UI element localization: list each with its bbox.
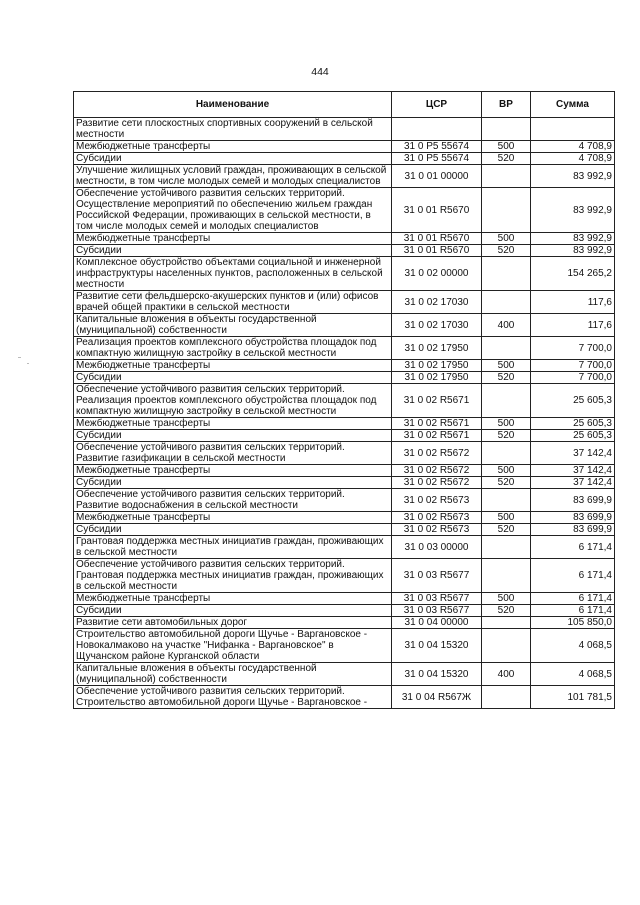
- row-sum: 6 171,4: [531, 536, 615, 559]
- row-name: Межбюджетные трансферты: [74, 593, 392, 605]
- row-vr: 500: [482, 418, 531, 430]
- row-sum: 117,6: [531, 314, 615, 337]
- row-csr: 31 0 02 R5671: [392, 384, 482, 418]
- scan-mark: [18, 357, 21, 358]
- table-row: [74, 605, 615, 617]
- row-name: Обеспечение устойчивого развития сельских территорий. Реализация проектов комплексного обустройства площадок под компактную жилищную застройку в сельской местности: [74, 384, 392, 418]
- row-sum: 4 068,5: [531, 663, 615, 686]
- table-row: [74, 629, 615, 663]
- row-vr: 500: [482, 512, 531, 524]
- row-vr: [482, 559, 531, 593]
- row-name: Улучшение жилищных условий граждан, проживающих в сельской местности, в том числе молодых семей и молодых специалистов: [74, 165, 392, 188]
- row-name: Капитальные вложения в объекты государственной (муниципальной) собственности: [74, 663, 392, 686]
- row-name: Развитие сети фельдшерско-акушерских пунктов и (или) офисов врачей общей практики в сельской местности: [74, 291, 392, 314]
- row-csr: 31 0 01 R5670: [392, 233, 482, 245]
- table-row: [74, 372, 615, 384]
- header-csr: ЦСР: [392, 92, 482, 118]
- row-sum: 7 700,0: [531, 337, 615, 360]
- row-csr: 31 0 02 R5672: [392, 465, 482, 477]
- row-sum: 6 171,4: [531, 605, 615, 617]
- row-vr: 520: [482, 524, 531, 536]
- row-csr: 31 0 04 15320: [392, 663, 482, 686]
- row-vr: 520: [482, 477, 531, 489]
- row-sum: 4 708,9: [531, 141, 615, 153]
- row-csr: 31 0 04 R567Ж: [392, 686, 482, 709]
- table-row: [74, 291, 615, 314]
- row-csr: 31 0 02 17030: [392, 314, 482, 337]
- row-vr: [482, 617, 531, 629]
- row-name: Обеспечение устойчивого развития сельских территорий. Развитие газификации в сельской местности: [74, 442, 392, 465]
- row-name: Субсидии: [74, 477, 392, 489]
- row-csr: 31 0 04 15320: [392, 629, 482, 663]
- row-name: Субсидии: [74, 372, 392, 384]
- row-sum: 105 850,0: [531, 617, 615, 629]
- header-name: Наименование: [74, 92, 392, 118]
- row-name: Обеспечение устойчивого развития сельских территорий. Осуществление мероприятий по обеспечению жильем граждан Российской Федерации, проживающих в сельской местности, в том числе молодых семей и молодых специалистов: [74, 188, 392, 233]
- row-vr: 500: [482, 593, 531, 605]
- row-name: Субсидии: [74, 430, 392, 442]
- row-vr: 520: [482, 153, 531, 165]
- row-name: Субсидии: [74, 245, 392, 257]
- row-sum: 83 699,9: [531, 489, 615, 512]
- table-row: [74, 477, 615, 489]
- row-sum: 37 142,4: [531, 465, 615, 477]
- table-row: [74, 360, 615, 372]
- row-vr: 500: [482, 465, 531, 477]
- table-row: [74, 165, 615, 188]
- row-vr: [482, 629, 531, 663]
- row-sum: 25 605,3: [531, 418, 615, 430]
- scan-mark: [27, 363, 29, 364]
- row-name: Капитальные вложения в объекты государственной (муниципальной) собственности: [74, 314, 392, 337]
- row-sum: 6 171,4: [531, 559, 615, 593]
- table-row: [74, 233, 615, 245]
- row-csr: 31 0 01 00000: [392, 165, 482, 188]
- table-row: [74, 384, 615, 418]
- row-sum: 7 700,0: [531, 372, 615, 384]
- row-vr: 520: [482, 372, 531, 384]
- row-name: Межбюджетные трансферты: [74, 233, 392, 245]
- table-row: [74, 617, 615, 629]
- row-csr: 31 0 03 R5677: [392, 605, 482, 617]
- row-csr: 31 0 02 00000: [392, 257, 482, 291]
- row-name: Межбюджетные трансферты: [74, 360, 392, 372]
- row-csr: 31 0 P5 55674: [392, 141, 482, 153]
- row-vr: 500: [482, 360, 531, 372]
- row-vr: 400: [482, 314, 531, 337]
- row-name: Обеспечение устойчивого развития сельских территорий. Строительство автомобильной дороги Щучье - Варгановское -: [74, 686, 392, 709]
- table-row: [74, 314, 615, 337]
- row-csr: 31 0 03 00000: [392, 536, 482, 559]
- row-sum: 6 171,4: [531, 593, 615, 605]
- row-csr: 31 0 03 R5677: [392, 559, 482, 593]
- row-csr: 31 0 01 R5670: [392, 245, 482, 257]
- row-sum: 83 992,9: [531, 165, 615, 188]
- row-name: Межбюджетные трансферты: [74, 512, 392, 524]
- row-vr: 520: [482, 245, 531, 257]
- table-row: [74, 418, 615, 430]
- row-name: Межбюджетные трансферты: [74, 465, 392, 477]
- row-sum: 154 265,2: [531, 257, 615, 291]
- row-sum: 25 605,3: [531, 430, 615, 442]
- table-row: [74, 153, 615, 165]
- row-vr: [482, 384, 531, 418]
- table-row: [74, 686, 615, 709]
- row-name: Развитие сети плоскостных спортивных сооружений в сельской местности: [74, 118, 392, 141]
- row-csr: 31 0 02 R5673: [392, 524, 482, 536]
- table-row: [74, 559, 615, 593]
- row-sum: 117,6: [531, 291, 615, 314]
- row-sum: 83 699,9: [531, 512, 615, 524]
- row-csr: 31 0 03 R5677: [392, 593, 482, 605]
- row-name: Межбюджетные трансферты: [74, 141, 392, 153]
- row-csr: 31 0 02 R5672: [392, 442, 482, 465]
- table-row: [74, 337, 615, 360]
- row-sum: 37 142,4: [531, 477, 615, 489]
- row-csr: 31 0 02 17950: [392, 372, 482, 384]
- row-csr: 31 0 02 R5673: [392, 512, 482, 524]
- table-row: [74, 465, 615, 477]
- header-vr: ВР: [482, 92, 531, 118]
- row-name: Комплексное обустройство объектами социальной и инженерной инфраструктуры населенных пунктов, расположенных в сельской местности: [74, 257, 392, 291]
- row-name: Реализация проектов комплексного обустройства площадок под компактную жилищную застройку в сельской местности: [74, 337, 392, 360]
- table-row: [74, 524, 615, 536]
- row-csr: 31 0 02 17950: [392, 360, 482, 372]
- row-vr: [482, 442, 531, 465]
- row-csr: 31 0 01 R5670: [392, 188, 482, 233]
- budget-table: [73, 91, 615, 709]
- row-csr: 31 0 02 R5673: [392, 489, 482, 512]
- row-vr: [482, 686, 531, 709]
- table-row: [74, 442, 615, 465]
- row-sum: 101 781,5: [531, 686, 615, 709]
- row-vr: [482, 188, 531, 233]
- page-number: 444: [311, 66, 329, 78]
- row-name: Строительство автомобильной дороги Щучье - Варгановское - Новокалмаково на участке "Нифанка - Варгановское" в Щучанском районе Курганской области: [74, 629, 392, 663]
- row-sum: 83 992,9: [531, 188, 615, 233]
- table-row: [74, 536, 615, 559]
- row-name: Обеспечение устойчивого развития сельских территорий. Развитие водоснабжения в сельской местности: [74, 489, 392, 512]
- row-name: Обеспечение устойчивого развития сельских территорий. Грантовая поддержка местных инициатив граждан, проживающих в сельской местности: [74, 559, 392, 593]
- table-row: [74, 188, 615, 233]
- table-row: [74, 245, 615, 257]
- table-body: [74, 118, 615, 709]
- header-sum: Сумма: [531, 92, 615, 118]
- table-row: [74, 257, 615, 291]
- row-vr: [482, 536, 531, 559]
- row-vr: 520: [482, 605, 531, 617]
- row-name: Субсидии: [74, 524, 392, 536]
- row-vr: 520: [482, 430, 531, 442]
- row-sum: 83 992,9: [531, 233, 615, 245]
- table-row: [74, 118, 615, 141]
- row-csr: [392, 118, 482, 141]
- row-sum: 7 700,0: [531, 360, 615, 372]
- table-row: [74, 141, 615, 153]
- row-vr: [482, 337, 531, 360]
- row-vr: 500: [482, 233, 531, 245]
- row-sum: 37 142,4: [531, 442, 615, 465]
- table-row: [74, 489, 615, 512]
- row-name: Грантовая поддержка местных инициатив граждан, проживающих в сельской местности: [74, 536, 392, 559]
- row-name: Субсидии: [74, 605, 392, 617]
- row-sum: 4 708,9: [531, 153, 615, 165]
- table-row: [74, 593, 615, 605]
- row-sum: 83 699,9: [531, 524, 615, 536]
- row-sum: 4 068,5: [531, 629, 615, 663]
- row-csr: 31 0 02 R5672: [392, 477, 482, 489]
- row-vr: [482, 118, 531, 141]
- row-name: Субсидии: [74, 153, 392, 165]
- row-sum: 83 992,9: [531, 245, 615, 257]
- row-vr: 400: [482, 663, 531, 686]
- table-header-row: [74, 92, 615, 118]
- row-csr: 31 0 04 00000: [392, 617, 482, 629]
- row-sum: [531, 118, 615, 141]
- row-csr: 31 0 02 17030: [392, 291, 482, 314]
- row-vr: [482, 489, 531, 512]
- row-csr: 31 0 02 R5671: [392, 418, 482, 430]
- row-csr: 31 0 02 17950: [392, 337, 482, 360]
- row-name: Межбюджетные трансферты: [74, 418, 392, 430]
- row-vr: [482, 165, 531, 188]
- table-row: [74, 512, 615, 524]
- row-vr: [482, 291, 531, 314]
- table-row: [74, 430, 615, 442]
- table-row: [74, 663, 615, 686]
- row-vr: 500: [482, 141, 531, 153]
- row-csr: 31 0 02 R5671: [392, 430, 482, 442]
- row-sum: 25 605,3: [531, 384, 615, 418]
- row-csr: 31 0 P5 55674: [392, 153, 482, 165]
- row-name: Развитие сети автомобильных дорог: [74, 617, 392, 629]
- row-vr: [482, 257, 531, 291]
